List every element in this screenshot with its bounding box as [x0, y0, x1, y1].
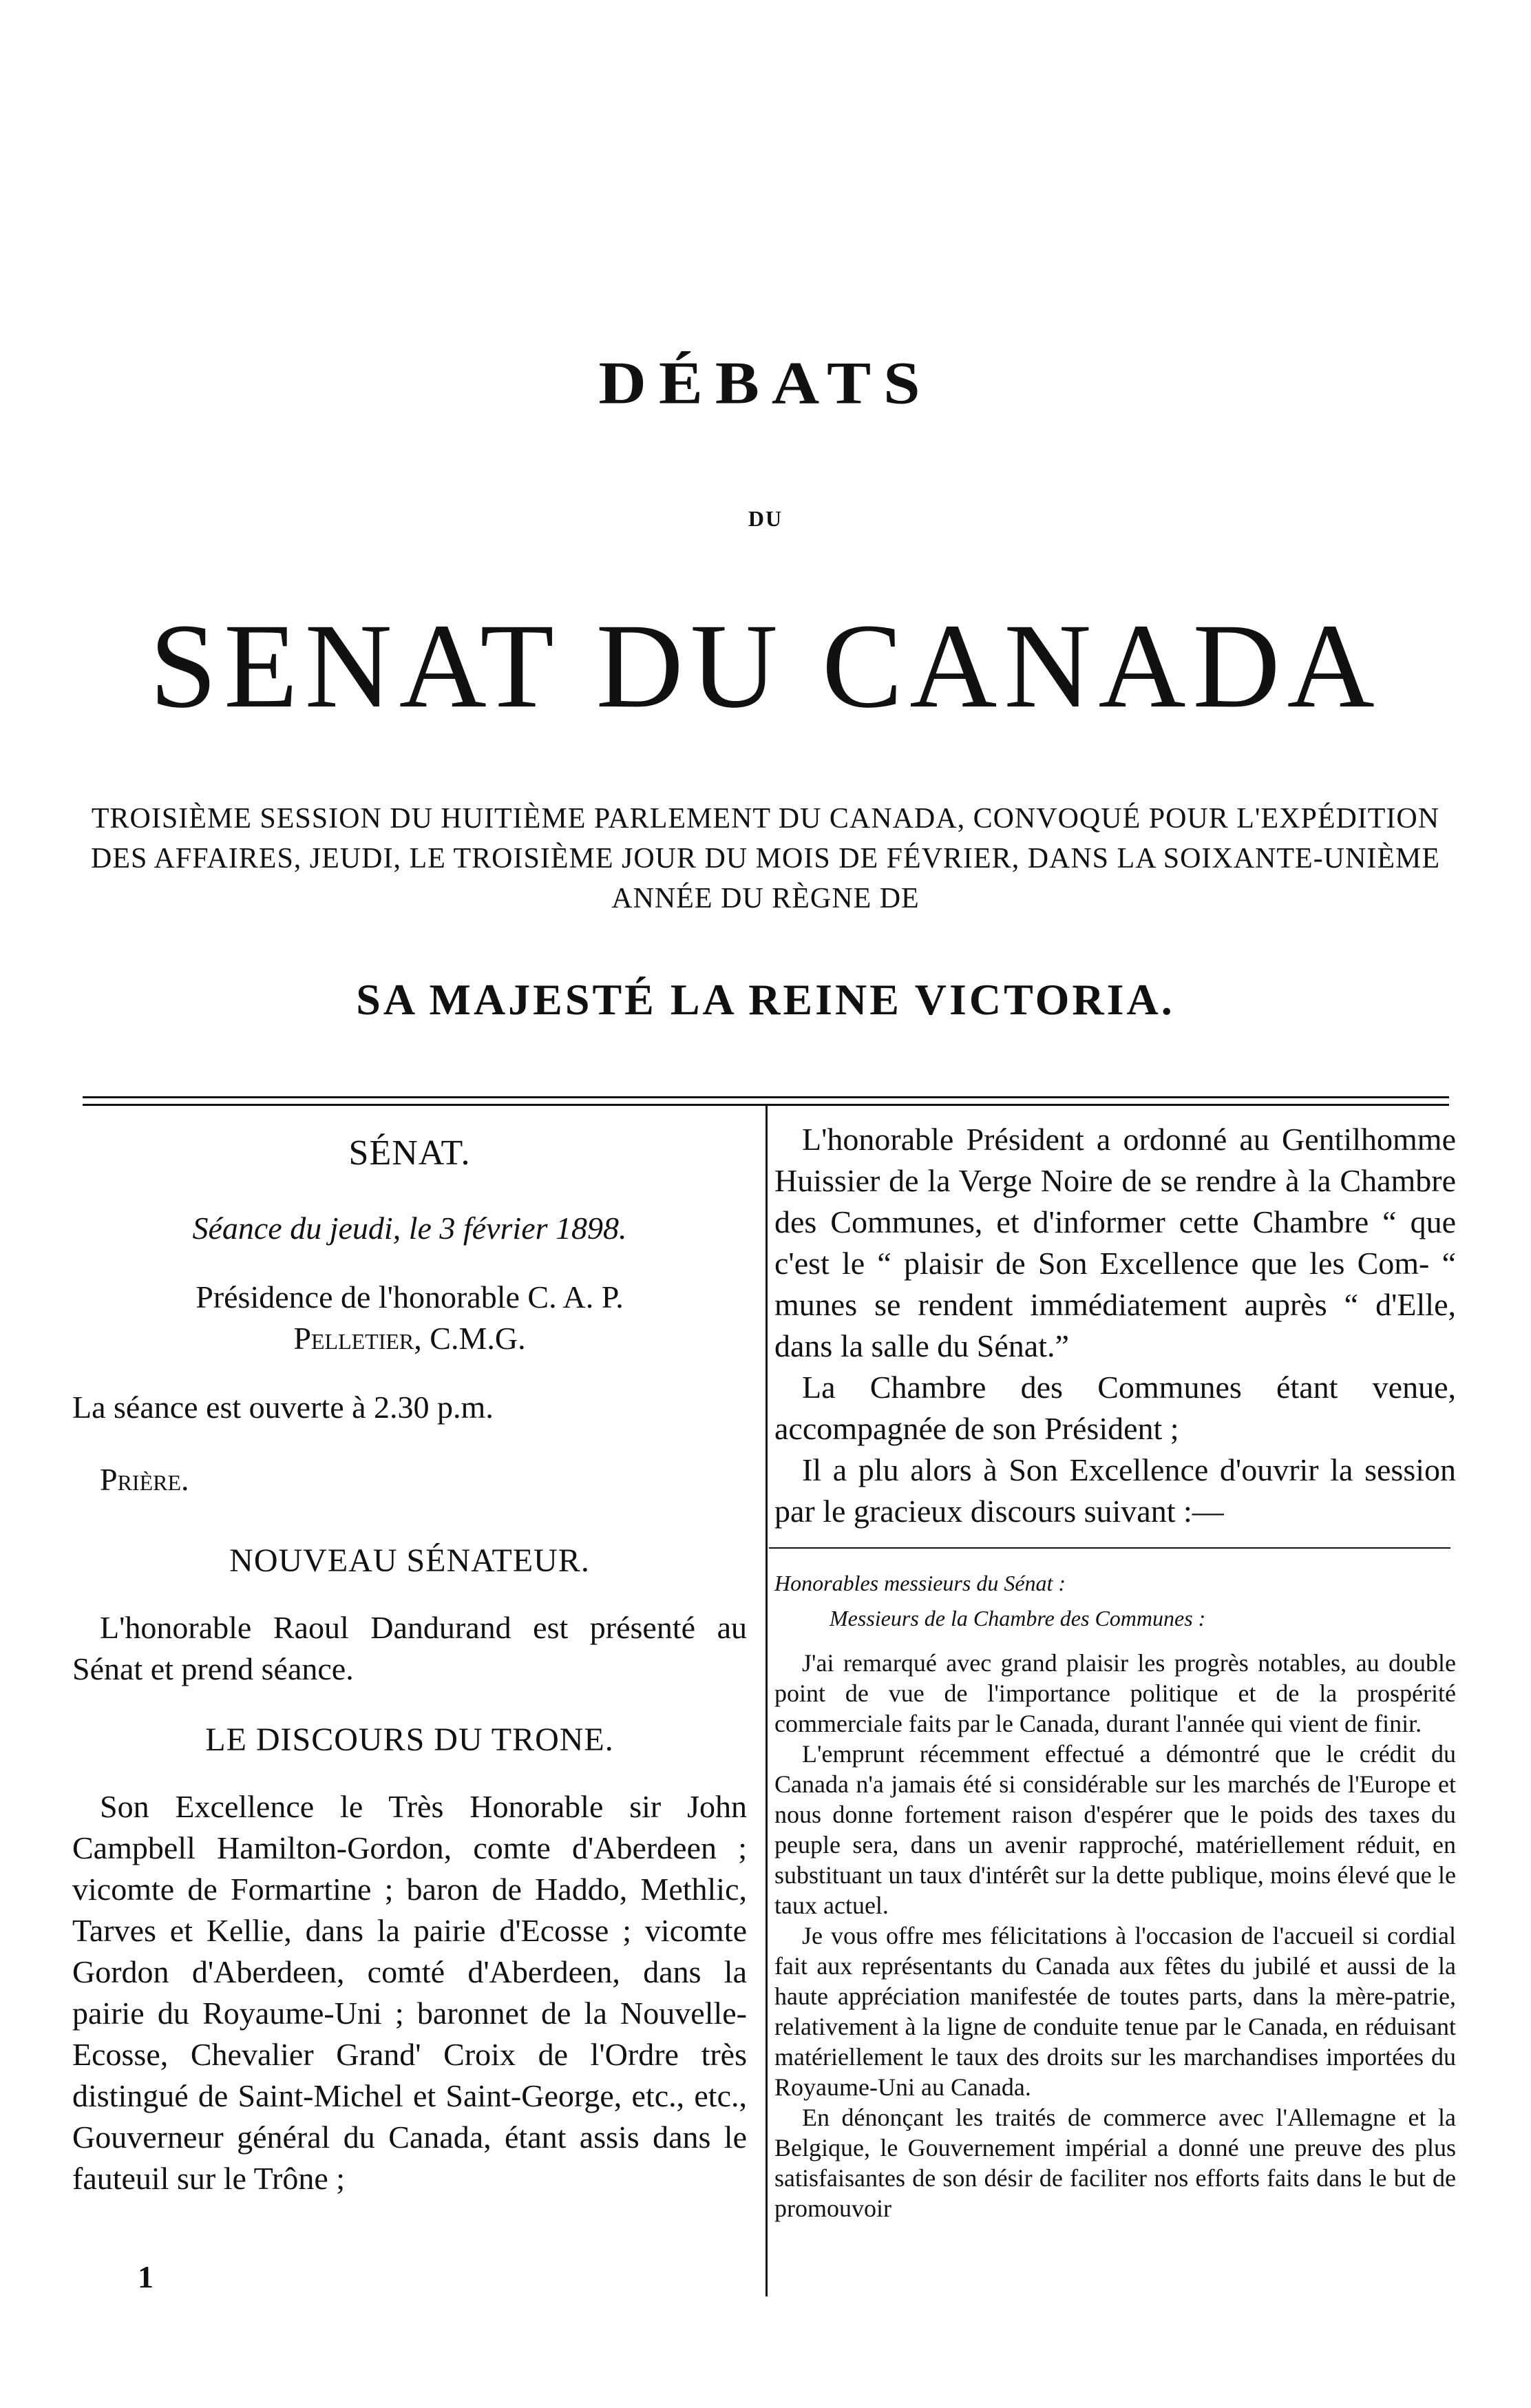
speech-heading-commons: Messieurs de la Chambre des Communes :: [830, 1606, 1206, 1631]
speech-heading-senate: Honorables messieurs du Sénat :: [774, 1571, 1066, 1595]
seance-ouverte: La séance est ouverte à 2.30 p.m.: [72, 1390, 494, 1425]
left-column: [72, 1119, 747, 2199]
nouveau-senateur-text: L'honorable Raoul Dandurand est présenté au Sénat et prend séance.: [72, 1610, 747, 1686]
speech-para-3: Je vous offre mes félicitations à l'occasion de l'accueil si cordial fait aux représentants du Canada aux fêtes du jubilé et aussi de la haute appréciation manifestée de toutes parts, dans la mère-patrie, relativement à la ligne de conduite tenue par le Canada, en réduisant matériellement le taux des droits sur les marchandises importées du Royaume-Uni au Canada.: [774, 1922, 1456, 2101]
senate-title: SENAT DU CANADA: [149, 599, 1382, 733]
right-para-2: La Chambre des Communes étant venue, accompagnée de son Président ;: [774, 1370, 1456, 1446]
priere: Prière.: [100, 1462, 189, 1497]
discours-heading: LE DISCOURS DU TRONE.: [205, 1721, 614, 1758]
speech-para-1: J'ai remarqué avec grand plaisir les progrès notables, au double point de vue de l'importance politique et de la prospérité commerciale faits par le Canada, durant l'année qui vient de finir.: [774, 1649, 1456, 1737]
right-para-3: Il a plu alors à Son Excellence d'ouvrir la session par le gracieux discours suivant :—: [774, 1452, 1456, 1529]
discours-text: Son Excellence le Très Honorable sir John Campbell Hamilton-Gordon, comte d'Aberdeen ; vicomte de Formartine ; baron de Haddo, Methlic, Tarves et Kellie, dans la pairie d'Ecosse ; vicomte Gordon d'Aberdeen, comté d'Aberdeen, dans la pairie du Royaume-Uni ; baronnet de la Nouvelle-Ecosse, Chevalier Grand' Croix de l'Ordre très distingué de Saint-Michel et Saint-George, etc., etc., Gouverneur général du Canada, étant assis dans le fauteuil sur le Trône ;: [72, 1789, 747, 2196]
session-description: TROISIÈME SESSION DU HUITIÈME PARLEMENT DU CANADA, CONVOQUÉ POUR L'EXPÉDITION DES AFFAIRES, JEUDI, LE TROISIÈME JOUR DU MOIS DE FÉVRIER, DANS LA SOIXANTE-UNIÈME ANNÉE DU RÈGNE DE: [91, 803, 1440, 914]
title-du: DU: [748, 506, 783, 531]
speech-para-2: L'emprunt récemment effectué a démontré que le crédit du Canada n'a jamais été si considérable sur les marchés de l'Europe et nous donne fortement raison d'espérer que le poids des taxes du peuple sera, dans un avenir rapproché, matériellement réduit, en substituant un taux d'intérêt sur la dette publique, moins élevé que le taux actuel.: [774, 1740, 1456, 1919]
majesty-line: SA MAJESTÉ LA REINE VICTORIA.: [356, 975, 1175, 1024]
speech-rule: [769, 1547, 1450, 1549]
seance-date: Séance du jeudi, le 3 février 1898.: [192, 1211, 627, 1246]
presidence-line: Présidence de l'honorable C. A. P.: [196, 1279, 624, 1315]
pelletier-line: Pelletier, C.M.G.: [293, 1321, 526, 1356]
document-title: DÉBATS: [598, 348, 933, 417]
senat-heading: SÉNAT.: [348, 1133, 471, 1173]
nouveau-senateur-heading: NOUVEAU SÉNATEUR.: [229, 1542, 590, 1579]
speech-para-4: En dénonçant les traités de commerce avec l'Allemagne et la Belgique, le Gouvernement impérial a donné une preuve des plus satisfaisantes de son désir de faciliter nos efforts faits dans le but de promouvoir: [774, 2104, 1456, 2222]
top-rule: [83, 1096, 1449, 1098]
column-divider: [766, 1105, 768, 2296]
right-column: [774, 1119, 1456, 2223]
page-number: 1: [138, 2259, 154, 2294]
right-para-1: L'honorable Président a ordonné au Gentilhomme Huissier de la Verge Noire de se rendre à la Chambre des Communes, et d'informer cette Chambre “ que c'est le “ plaisir de Son Excellence que les Com- “ munes se rendent immédiatement auprès “ d'Elle, dans la salle du Sénat.”: [774, 1122, 1456, 1363]
